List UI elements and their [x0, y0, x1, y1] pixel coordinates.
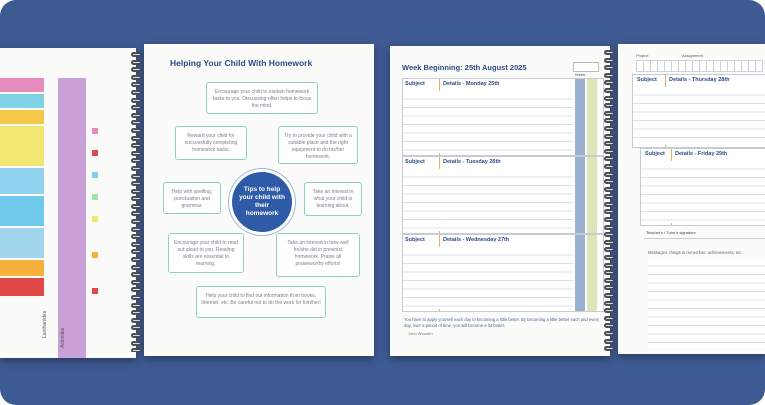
- lanthanide-column: [58, 78, 86, 358]
- periodic-table-grid: [0, 78, 44, 308]
- signature-line: [644, 238, 765, 239]
- thursday-lines: [633, 87, 765, 145]
- tip-explain-tasks: Encourage your child to explain homework tasks to you. Discussing often helps to focus the mind.: [206, 82, 318, 114]
- wednesday-color-bar: [575, 235, 585, 311]
- spiral-binding-left: [131, 52, 143, 352]
- friday-details: Details - Friday 29th: [675, 151, 728, 157]
- top-grid: [636, 60, 763, 72]
- monday-color-bar: [575, 79, 585, 155]
- actinides-label: Actinides: [60, 327, 66, 348]
- project-label: Project: [636, 53, 649, 58]
- wednesday-subject: Subject: [405, 237, 425, 243]
- tip-read-aloud: Encourage your child to read out aloud to you. Reading skills are essential to learning.: [168, 233, 244, 273]
- tip-spelling: Help with spelling, punctuation and grammar.: [163, 182, 221, 214]
- week-planner-page: [390, 46, 610, 356]
- tuesday-lines: [403, 169, 573, 231]
- homework-tips-page: [144, 44, 374, 356]
- periodic-table-page: [0, 48, 136, 358]
- tips-page-title: Helping Your Child With Homework: [170, 58, 313, 68]
- day-block-tuesday: [402, 156, 604, 234]
- friday-subject: Subject: [645, 151, 665, 157]
- messages-label: Messages, things to remember, achievements, etc.: [648, 250, 743, 255]
- tip-take-interest: Take an interest in what your child is learning about.: [304, 182, 362, 216]
- monday-check-bar: [587, 79, 597, 155]
- legend-swatches: [92, 88, 100, 348]
- tips-center-text: Tips to help your child with their homework: [239, 186, 285, 217]
- tuesday-details: Details - Tuesday 26th: [443, 159, 501, 165]
- tip-find-information: Help your child to find out information from books, Internet, etc. Be careful not to do the work for him/her!: [196, 286, 326, 318]
- assignment-label: Assignment: [682, 53, 703, 58]
- monday-lines: [403, 91, 573, 153]
- week-title: Week Beginning: 25th August 2025: [402, 63, 527, 72]
- quote-text: You have to apply yourself each day to becoming a little better. By becoming a little better each and every day, over a period of time, you will become a lot better.: [404, 317, 600, 328]
- day-block-thursday: [632, 74, 765, 148]
- friday-lines: [641, 161, 765, 223]
- week-number-box: [573, 62, 599, 77]
- monday-details: Details - Monday 25th: [443, 81, 500, 87]
- tip-previous-homework: Take an interest in how well he/she did in previous homework. Praise all praiseworthy efforts!: [276, 233, 360, 277]
- tuesday-check-bar: [587, 157, 597, 233]
- wednesday-check-bar: [587, 235, 597, 311]
- thursday-subject: Subject: [637, 77, 657, 83]
- day-block-friday: [640, 148, 765, 226]
- tuesday-color-bar: [575, 157, 585, 233]
- day-block-monday: [402, 78, 604, 156]
- messages-lines: [648, 258, 765, 348]
- tuesday-subject: Subject: [405, 159, 425, 165]
- lanthanides-label: Lanthanides: [42, 310, 48, 338]
- wednesday-details: Details - Wednesday 27th: [443, 237, 510, 243]
- quote-author: John Wooden: [408, 331, 433, 336]
- week-number-label: Week:: [575, 72, 587, 77]
- day-block-wednesday: [402, 234, 604, 312]
- spiral-binding-right: [604, 50, 616, 352]
- tips-center-badge: [232, 172, 292, 232]
- thursday-friday-page: [618, 44, 765, 354]
- tip-reward: Reward your child for successfully completing homework tasks.: [175, 126, 247, 160]
- monday-subject: Subject: [405, 81, 425, 87]
- wednesday-lines: [403, 247, 573, 309]
- thursday-details: Details - Thursday 28th: [669, 77, 730, 83]
- signature-label: Teacher's / Tutor's signature: [646, 230, 696, 235]
- tip-suitable-place: Try to provide your child with a suitable place and the right equipment to do his/her homework.: [278, 126, 358, 164]
